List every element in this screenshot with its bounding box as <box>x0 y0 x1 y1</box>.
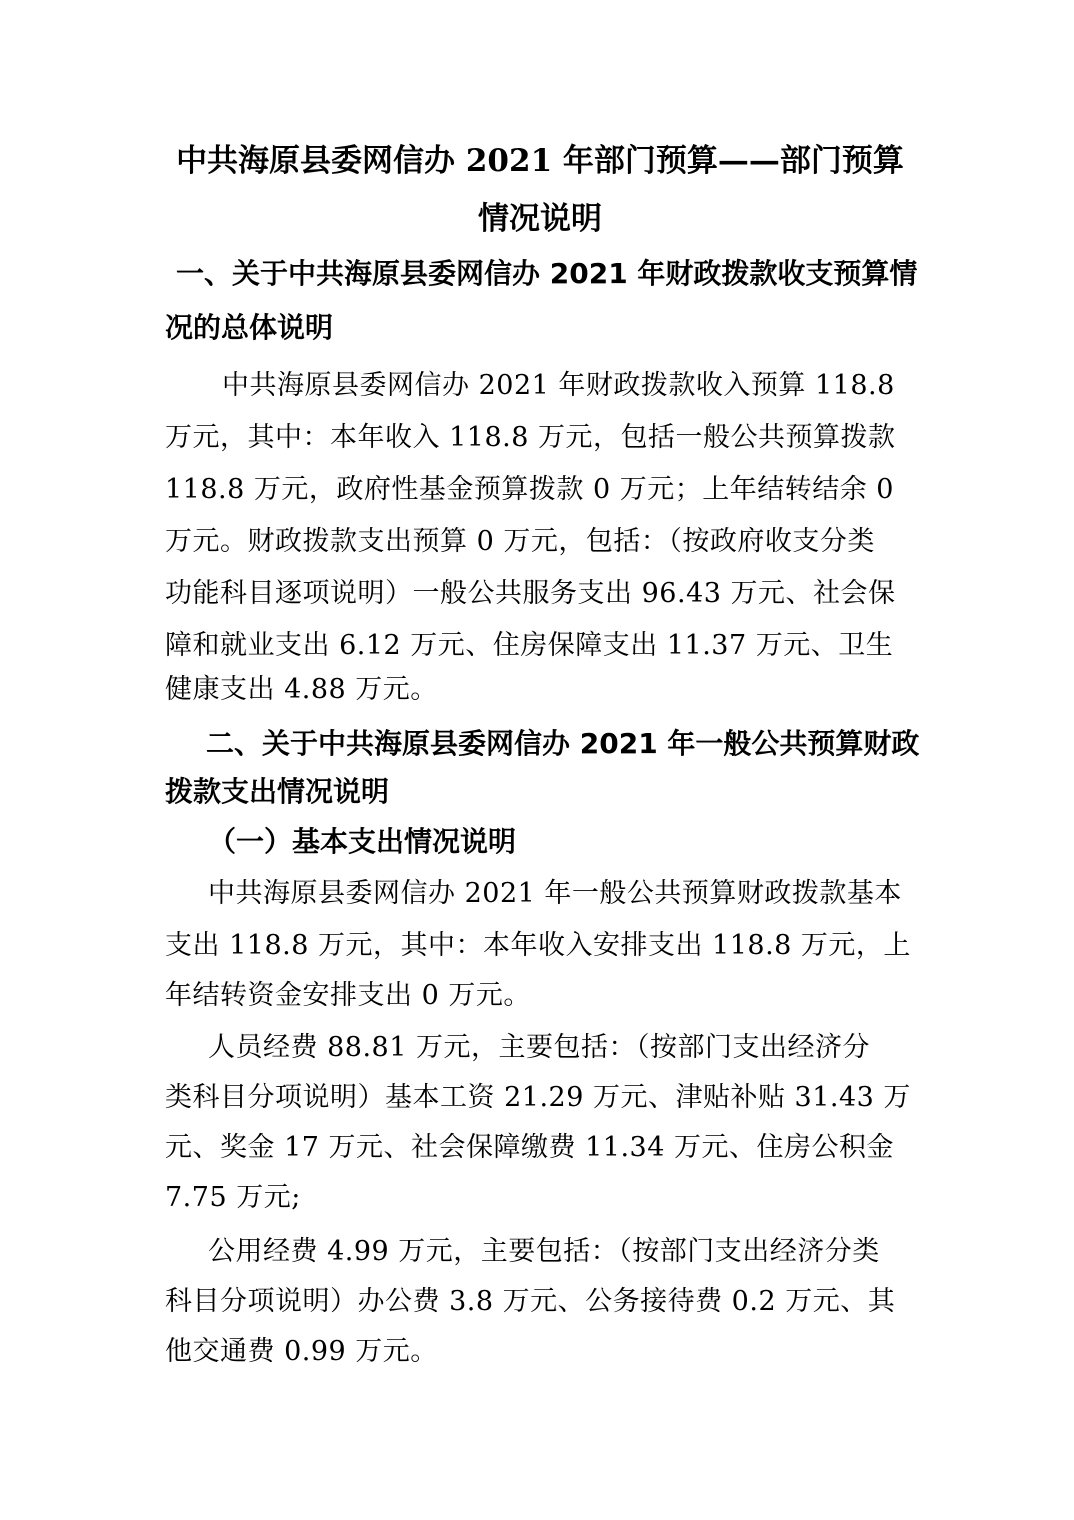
section2-heading-line-1: 二、关于中共海原县委网信办 2021 年一般公共预算财政 <box>206 727 920 760</box>
section2-paragraph2-line-4: 7.75 万元; <box>165 1182 301 1213</box>
section1-paragraph-line-6: 障和就业支出 6.12 万元、住房保障支出 11.37 万元、卫生 <box>165 630 894 661</box>
section2-paragraph1-line-1: 中共海原县委网信办 2021 年一般公共预算财政拨款基本 <box>208 878 902 909</box>
section2-paragraph2-line-2: 类科目分项说明）基本工资 21.29 万元、津贴补贴 31.43 万 <box>165 1082 911 1113</box>
section1-heading-line-1: 一、关于中共海原县委网信办 2021 年财政拨款收支预算情 <box>176 257 918 290</box>
section2-heading-line-2: 拨款支出情况说明 <box>165 775 390 808</box>
section1-paragraph-line-3: 118.8 万元，政府性基金预算拨款 0 万元；上年结转结余 0 <box>165 474 894 505</box>
section2-paragraph2-line-3: 元、奖金 17 万元、社会保障缴费 11.34 万元、住房公积金 <box>165 1132 894 1163</box>
section2-paragraph3-line-2: 科目分项说明）办公费 3.8 万元、公务接待费 0.2 万元、其 <box>165 1286 896 1317</box>
section1-paragraph-line-7: 健康支出 4.88 万元。 <box>165 674 438 705</box>
section2-paragraph3-line-3: 他交通费 0.99 万元。 <box>165 1336 438 1367</box>
section1-heading-line-2: 况的总体说明 <box>165 311 334 344</box>
section1-paragraph-line-1: 中共海原县委网信办 2021 年财政拨款收入预算 118.8 <box>222 370 895 401</box>
section2-paragraph3-line-1: 公用经费 4.99 万元，主要包括：（按部门支出经济分类 <box>208 1236 880 1267</box>
section1-paragraph-line-4: 万元。财政拨款支出预算 0 万元，包括：（按政府收支分类 <box>165 526 875 557</box>
section2-paragraph2-line-1: 人员经费 88.81 万元，主要包括：（按部门支出经济分 <box>208 1032 870 1063</box>
section2-paragraph1-line-3: 年结转资金安排支出 0 万元。 <box>165 980 531 1011</box>
section2-subheading: （一）基本支出情况说明 <box>208 825 517 858</box>
section1-paragraph-line-2: 万元，其中：本年收入 118.8 万元，包括一般公共预算拨款 <box>165 422 896 453</box>
section2-paragraph1-line-2: 支出 118.8 万元，其中：本年收入安排支出 118.8 万元，上 <box>165 930 911 961</box>
section1-paragraph-line-5: 功能科目逐项说明）一般公共服务支出 96.43 万元、社会保 <box>165 578 896 609</box>
document-title-line-2: 情况说明 <box>478 201 602 237</box>
document-title-line-1: 中共海原县委网信办 2021 年部门预算——部门预算 <box>176 143 904 179</box>
